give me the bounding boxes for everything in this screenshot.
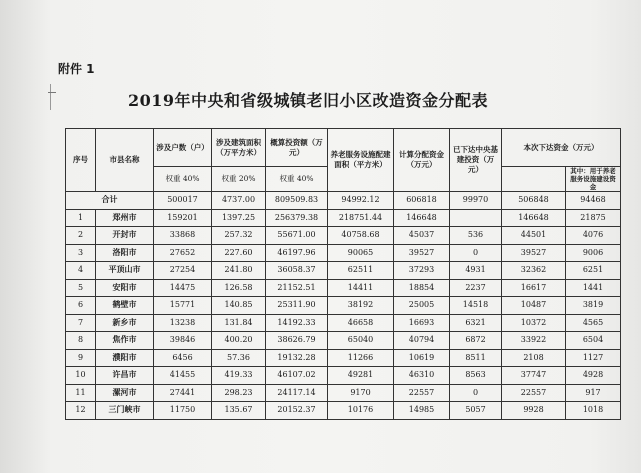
table-row bbox=[66, 297, 621, 315]
table-cell: 33922 bbox=[502, 332, 566, 350]
table-cell: 5057 bbox=[450, 402, 502, 420]
header-calc-fund: 计算分配资金（万元） bbox=[394, 129, 450, 192]
table-cell: 38626.79 bbox=[266, 332, 328, 350]
row-number: 3 bbox=[66, 244, 96, 262]
table-cell: 0 bbox=[450, 384, 502, 402]
table-cell: 135.67 bbox=[212, 402, 266, 420]
table-cell: 65040 bbox=[328, 332, 394, 350]
table-cell: 6321 bbox=[450, 314, 502, 332]
table-cell: 49281 bbox=[328, 367, 394, 385]
table-cell: 45037 bbox=[394, 227, 450, 245]
table-cell: 10487 bbox=[502, 297, 566, 315]
total-cell: 94468 bbox=[566, 192, 621, 210]
table-cell: 1127 bbox=[566, 349, 621, 367]
city-name: 新乡市 bbox=[96, 314, 154, 332]
table-cell: 37293 bbox=[394, 262, 450, 280]
table-cell: 22557 bbox=[502, 384, 566, 402]
table-cell: 227.60 bbox=[212, 244, 266, 262]
table-cell: 10176 bbox=[328, 402, 394, 420]
margin-mark bbox=[50, 84, 63, 110]
total-cell: 506848 bbox=[502, 192, 566, 210]
table-cell: 21152.51 bbox=[266, 279, 328, 297]
table-cell: 14475 bbox=[154, 279, 212, 297]
table-cell: 4931 bbox=[450, 262, 502, 280]
header-city: 市县名称 bbox=[96, 129, 154, 192]
table-cell: 10372 bbox=[502, 314, 566, 332]
city-name: 漯河市 bbox=[96, 384, 154, 402]
city-name: 三门峡市 bbox=[96, 402, 154, 420]
row-number: 9 bbox=[66, 349, 96, 367]
table-cell: 24117.14 bbox=[266, 384, 328, 402]
table-cell: 25005 bbox=[394, 297, 450, 315]
row-number: 2 bbox=[66, 227, 96, 245]
table-cell: 11266 bbox=[328, 349, 394, 367]
table-cell: 21875 bbox=[566, 209, 621, 227]
attachment-label: 附件 1 bbox=[58, 62, 95, 76]
table-cell: 257.32 bbox=[212, 227, 266, 245]
table-cell: 8511 bbox=[450, 349, 502, 367]
table-cell: 2108 bbox=[502, 349, 566, 367]
table-cell: 25311.90 bbox=[266, 297, 328, 315]
table-row bbox=[66, 279, 621, 297]
table-cell: 256379.38 bbox=[266, 209, 328, 227]
table-cell: 46107.02 bbox=[266, 367, 328, 385]
table-row bbox=[66, 349, 621, 367]
weight-investment: 权重 40% bbox=[266, 167, 328, 192]
table-cell: 0 bbox=[450, 244, 502, 262]
table-row bbox=[66, 227, 621, 245]
table-cell: 146648 bbox=[394, 209, 450, 227]
table-cell: 419.33 bbox=[212, 367, 266, 385]
table-cell: 27652 bbox=[154, 244, 212, 262]
table-cell: 1397.25 bbox=[212, 209, 266, 227]
table-cell: 14518 bbox=[450, 297, 502, 315]
table-cell: 37747 bbox=[502, 367, 566, 385]
table-cell: 11750 bbox=[154, 402, 212, 420]
table-cell: 38192 bbox=[328, 297, 394, 315]
header-this-issue-total bbox=[502, 167, 566, 192]
total-cell: 4737.00 bbox=[212, 192, 266, 210]
header-households: 涉及户数（户） bbox=[154, 129, 212, 167]
table-cell: 4928 bbox=[566, 367, 621, 385]
table-cell: 9006 bbox=[566, 244, 621, 262]
table-cell: 140.85 bbox=[212, 297, 266, 315]
table-cell: 14411 bbox=[328, 279, 394, 297]
row-number: 12 bbox=[66, 402, 96, 420]
header-issued-infra: 已下达中央基建投资（万元） bbox=[450, 129, 502, 192]
table-cell: 40758.68 bbox=[328, 227, 394, 245]
row-number: 6 bbox=[66, 297, 96, 315]
table-cell: 27441 bbox=[154, 384, 212, 402]
table-cell: 39846 bbox=[154, 332, 212, 350]
total-cell: 606818 bbox=[394, 192, 450, 210]
row-number: 8 bbox=[66, 332, 96, 350]
table-row bbox=[66, 262, 621, 280]
table-cell: 8563 bbox=[450, 367, 502, 385]
table-cell: 46197.96 bbox=[266, 244, 328, 262]
page-title: 2019年中央和省级城镇老旧小区改造资金分配表 bbox=[128, 91, 489, 110]
table-cell: 13238 bbox=[154, 314, 212, 332]
table-cell: 16617 bbox=[502, 279, 566, 297]
table-row bbox=[66, 244, 621, 262]
table-cell: 1441 bbox=[566, 279, 621, 297]
header-this-issue: 本次下达资金（万元） bbox=[502, 129, 621, 167]
table-cell: 46310 bbox=[394, 367, 450, 385]
weight-floor-area: 权重 20% bbox=[212, 167, 266, 192]
table-cell: 39527 bbox=[502, 244, 566, 262]
table-cell: 39527 bbox=[394, 244, 450, 262]
city-name: 许昌市 bbox=[96, 367, 154, 385]
table-row bbox=[66, 384, 621, 402]
table-cell: 44501 bbox=[502, 227, 566, 245]
table-cell: 14192.33 bbox=[266, 314, 328, 332]
city-name: 郑州市 bbox=[96, 209, 154, 227]
table-cell: 57.36 bbox=[212, 349, 266, 367]
city-name: 濮阳市 bbox=[96, 349, 154, 367]
table-cell: 126.58 bbox=[212, 279, 266, 297]
row-number: 1 bbox=[66, 209, 96, 227]
table-cell: 19132.28 bbox=[266, 349, 328, 367]
table-cell: 298.23 bbox=[212, 384, 266, 402]
row-number: 4 bbox=[66, 262, 96, 280]
city-name: 焦作市 bbox=[96, 332, 154, 350]
table-cell: 241.80 bbox=[212, 262, 266, 280]
city-name: 平顶山市 bbox=[96, 262, 154, 280]
row-number: 5 bbox=[66, 279, 96, 297]
table-cell: 6456 bbox=[154, 349, 212, 367]
table-cell: 41455 bbox=[154, 367, 212, 385]
city-name: 鹤壁市 bbox=[96, 297, 154, 315]
table-cell: 55671.00 bbox=[266, 227, 328, 245]
table-cell: 27254 bbox=[154, 262, 212, 280]
table-cell: 10619 bbox=[394, 349, 450, 367]
table-cell: 22557 bbox=[394, 384, 450, 402]
header-elderly-area: 养老服务设施配建面积（平方米） bbox=[328, 129, 394, 192]
total-cell: 809509.83 bbox=[266, 192, 328, 210]
table-cell: 62511 bbox=[328, 262, 394, 280]
table-cell: 2237 bbox=[450, 279, 502, 297]
table-cell: 33868 bbox=[154, 227, 212, 245]
table-row bbox=[66, 367, 621, 385]
table-cell: 32362 bbox=[502, 262, 566, 280]
table-cell: 9170 bbox=[328, 384, 394, 402]
table-cell: 14985 bbox=[394, 402, 450, 420]
total-cell: 94992.12 bbox=[328, 192, 394, 210]
header-seq: 序号 bbox=[66, 129, 96, 192]
table-cell: 536 bbox=[450, 227, 502, 245]
table-cell: 20152.37 bbox=[266, 402, 328, 420]
table-cell: 400.20 bbox=[212, 332, 266, 350]
header-floor-area: 涉及建筑面积（万平方米） bbox=[212, 129, 266, 167]
row-number: 11 bbox=[66, 384, 96, 402]
table-cell: 159201 bbox=[154, 209, 212, 227]
city-name: 开封市 bbox=[96, 227, 154, 245]
city-name: 洛阳市 bbox=[96, 244, 154, 262]
row-number: 7 bbox=[66, 314, 96, 332]
table-row bbox=[66, 402, 621, 420]
table-cell: 917 bbox=[566, 384, 621, 402]
header-investment: 概算投资额（万元） bbox=[266, 129, 328, 167]
table-cell: 36058.37 bbox=[266, 262, 328, 280]
table-cell: 218751.44 bbox=[328, 209, 394, 227]
table-cell: 6504 bbox=[566, 332, 621, 350]
total-label: 合计 bbox=[66, 192, 154, 210]
table-row bbox=[66, 314, 621, 332]
table-cell: 146648 bbox=[502, 209, 566, 227]
table-cell: 46658 bbox=[328, 314, 394, 332]
table-cell: 131.84 bbox=[212, 314, 266, 332]
table-cell: 4076 bbox=[566, 227, 621, 245]
table-cell: 15771 bbox=[154, 297, 212, 315]
fund-allocation-table bbox=[65, 128, 621, 420]
table-cell bbox=[450, 209, 502, 227]
city-name: 安阳市 bbox=[96, 279, 154, 297]
table-cell: 4565 bbox=[566, 314, 621, 332]
table-row bbox=[66, 209, 621, 227]
table-cell: 90065 bbox=[328, 244, 394, 262]
table-cell: 16693 bbox=[394, 314, 450, 332]
table-cell: 6872 bbox=[450, 332, 502, 350]
table-cell: 6251 bbox=[566, 262, 621, 280]
table-cell: 40794 bbox=[394, 332, 450, 350]
weight-households: 权重 40% bbox=[154, 167, 212, 192]
total-cell: 500017 bbox=[154, 192, 212, 210]
table-cell: 1018 bbox=[566, 402, 621, 420]
total-cell: 99970 bbox=[450, 192, 502, 210]
header-of-which: 其中：用于养老服务设施建设资金 bbox=[566, 167, 621, 192]
row-number: 10 bbox=[66, 367, 96, 385]
table-cell: 3819 bbox=[566, 297, 621, 315]
table-cell: 9928 bbox=[502, 402, 566, 420]
table-cell: 18854 bbox=[394, 279, 450, 297]
table-row-total bbox=[66, 192, 621, 210]
table-row bbox=[66, 332, 621, 350]
